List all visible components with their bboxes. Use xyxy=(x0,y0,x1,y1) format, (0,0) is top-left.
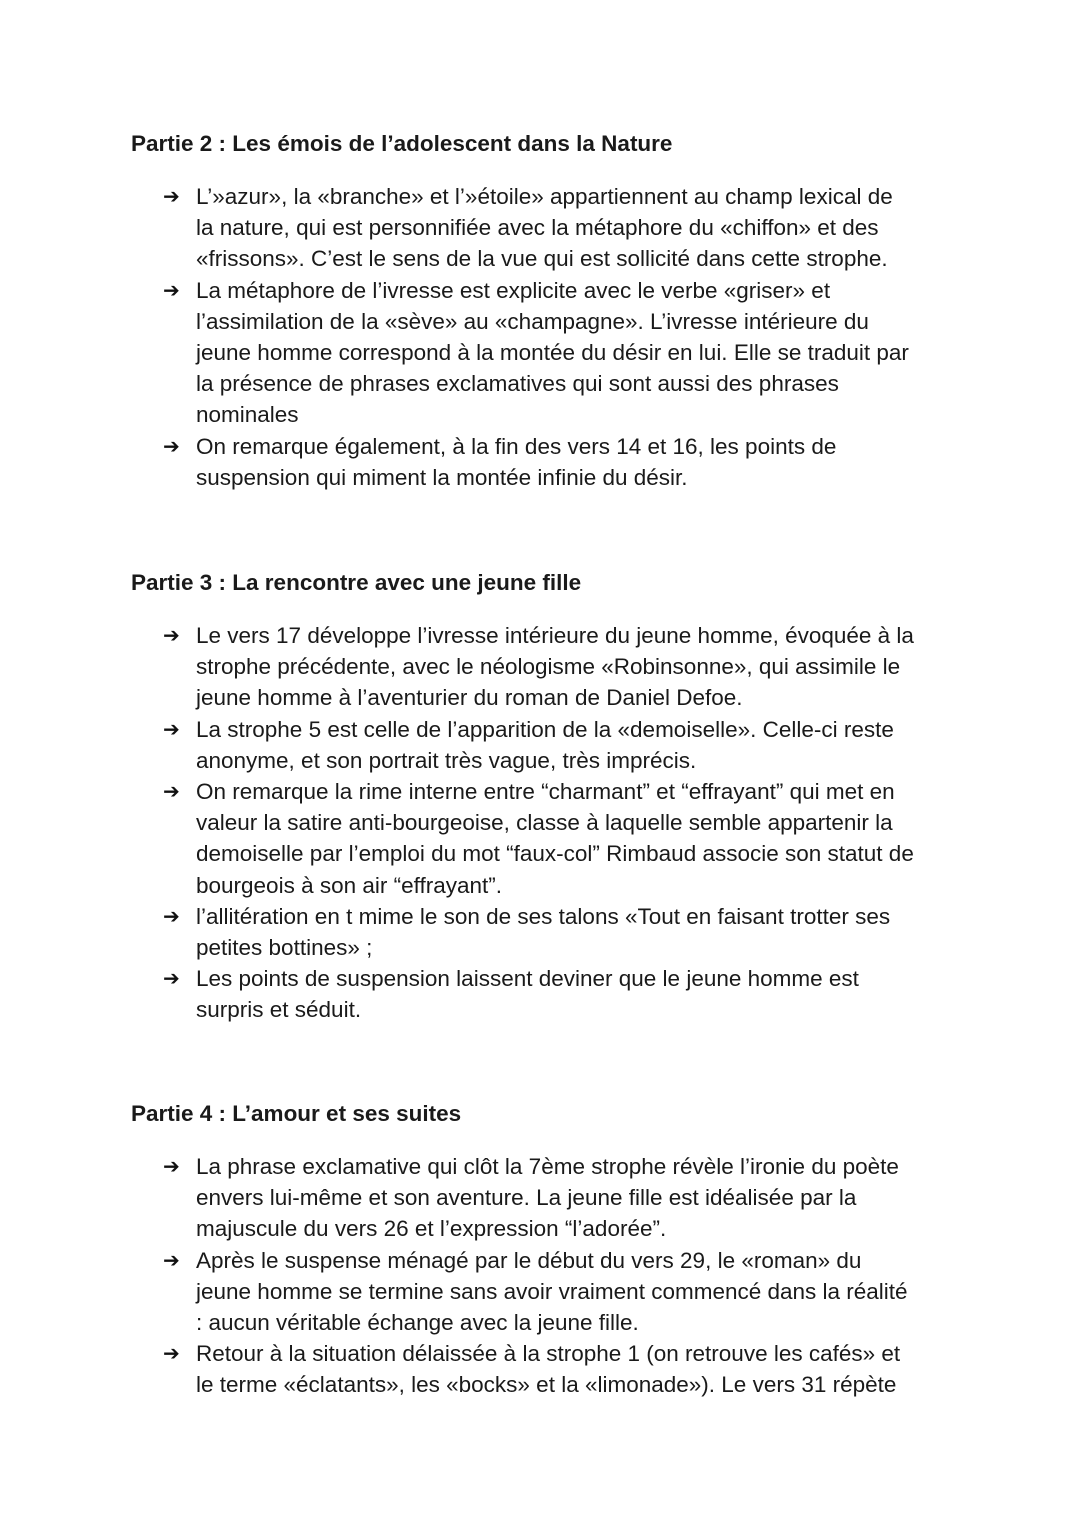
section-partie-2 xyxy=(131,130,971,493)
section-partie-3 xyxy=(131,569,971,1026)
bullet-list xyxy=(131,620,971,1026)
arrow-right-icon: ➔ xyxy=(163,1154,180,1178)
list-item: ➔ La métaphore de l’ivresse est explicite avec le verbe «griser» et l’assimilation de la «sève» au «champagne». L’ivresse intérieure du jeune homme correspond à la montée du désir en lui. Elle se traduit par la présence de phrases exclamatives qui sont aussi des phrases nominales xyxy=(131,275,971,431)
bullet-list xyxy=(131,181,971,493)
arrow-right-icon: ➔ xyxy=(163,1341,180,1366)
list-item: ➔ On remarque également, à la fin des vers 14 et 16, les points de suspension qui miment la montée infinie du désir. xyxy=(131,431,971,493)
list-item: ➔ l’allitération en t mime le son de ses talons «Tout en faisant trotter ses petites bottines» ; xyxy=(131,901,971,963)
list-item: ➔ La phrase exclamative qui clôt la 7ème strophe révèle l’ironie du poète envers lui-même et son aventure. La jeune fille est idéalisée par la majuscule du vers 26 et l’expression “l’adorée”. xyxy=(131,1151,971,1245)
list-item: ➔ Les points de suspension laissent deviner que le jeune homme est surpris et séduit. xyxy=(131,963,971,1025)
section-heading: Partie 4 : L’amour et ses suites xyxy=(131,1101,462,1126)
list-item: ➔ Le vers 17 développe l’ivresse intérieure du jeune homme, évoquée à la strophe précédente, avec le néologisme «Robinsonne», qui assimile le jeune homme à l’aventurier du roman de Daniel Defoe. xyxy=(131,620,971,714)
arrow-right-icon: ➔ xyxy=(163,716,180,741)
arrow-right-icon: ➔ xyxy=(163,903,180,928)
arrow-right-icon: ➔ xyxy=(163,277,180,302)
arrow-right-icon: ➔ xyxy=(163,779,180,804)
arrow-right-icon: ➔ xyxy=(163,184,180,208)
section-partie-4 xyxy=(131,1100,971,1401)
section-heading: Partie 3 : La rencontre avec une jeune fille xyxy=(131,570,582,595)
section-heading: Partie 2 : Les émois de l’adolescent dans la Nature xyxy=(131,131,673,156)
list-item: ➔ La strophe 5 est celle de l’apparition de la «demoiselle». Celle-ci reste anonyme, et son portrait très vague, très imprécis. xyxy=(131,714,971,776)
arrow-right-icon: ➔ xyxy=(163,1247,180,1272)
list-item: ➔ Retour à la situation délaissée à la strophe 1 (on retrouve les cafés» et le terme «éclatants», les «bocks» et la «limonade»). Le vers 31 répète xyxy=(131,1338,971,1400)
arrow-right-icon: ➔ xyxy=(163,623,180,647)
list-item: ➔ L’»azur», la «branche» et l’»étoile» appartiennent au champ lexical de la nature, qui est personnifiée avec la métaphore du «chiffon» et des «frissons». C’est le sens de la vue qui est sollicité dans cette strophe. xyxy=(131,181,971,275)
bullet-list xyxy=(131,1151,971,1401)
list-item: ➔ On remarque la rime interne entre “charmant” et “effrayant” qui met en valeur la satire anti-bourgeoise, classe à laquelle semble appartenir la demoiselle par l’emploi du mot “faux-col” Rimbaud associe son statut de bourgeois à son air “effrayant”. xyxy=(131,776,971,901)
arrow-right-icon: ➔ xyxy=(163,433,180,458)
list-item: ➔ Après le suspense ménagé par le début du vers 29, le «roman» du jeune homme se termine sans avoir vraiment commencé dans la réalité : aucun véritable échange avec la jeune fille. xyxy=(131,1245,971,1339)
arrow-right-icon: ➔ xyxy=(163,966,180,991)
